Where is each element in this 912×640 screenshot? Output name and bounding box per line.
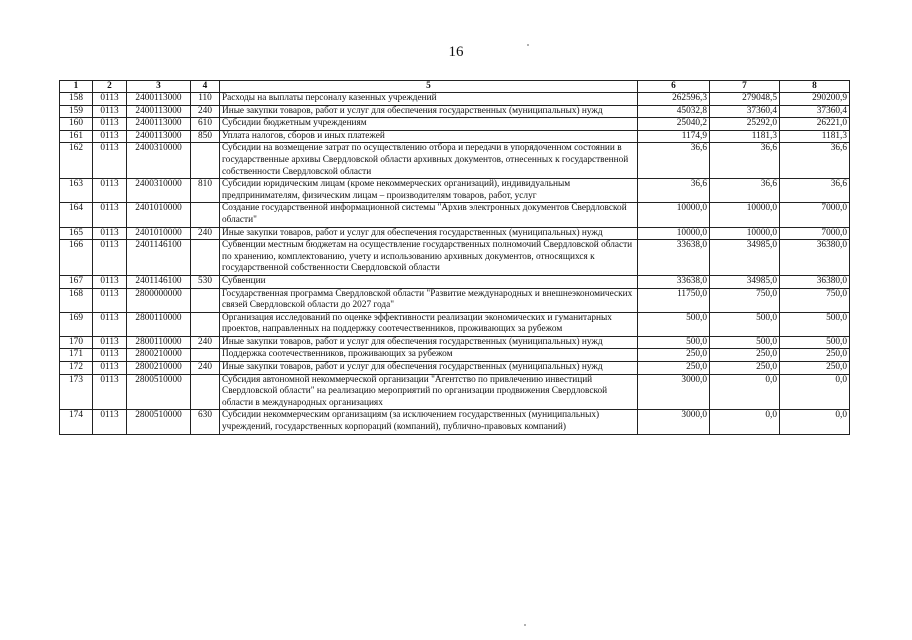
expense-type-code: 240 <box>191 362 220 375</box>
amount-col-8: 0,0 <box>780 374 850 410</box>
item-name: Субсидия автономной некоммерческой организации "Агентство по привлечению инвестиций Свердловской области" на реализацию мероприятий по организации продвижения Свердловской области в международных организациях <box>220 374 638 410</box>
target-article-code: 2400113000 <box>127 118 191 131</box>
row-number: 159 <box>60 105 93 118</box>
amount-col-6: 262596,3 <box>638 93 710 106</box>
amount-col-6: 1174,9 <box>638 130 710 143</box>
table-row <box>60 227 850 240</box>
amount-col-6: 500,0 <box>638 312 710 336</box>
item-name: Субвенции местным бюджетам на осуществление государственных полномочий Свердловской области по хранению, комплектованию, учету и использованию архивных документов, относящихся к государственной собственности Свердловской области <box>220 240 638 276</box>
table-header-row <box>60 81 850 93</box>
amount-col-6: 25040,2 <box>638 118 710 131</box>
table-row <box>60 118 850 131</box>
amount-col-6: 3000,0 <box>638 410 710 434</box>
item-name: Государственная программа Свердловской области "Развитие международных и внешнеэкономических связей Свердловской области до 2027 года" <box>220 288 638 312</box>
amount-col-8: 36380,0 <box>780 240 850 276</box>
table-row <box>60 362 850 375</box>
section-code: 0113 <box>93 275 127 288</box>
item-name: Субсидии бюджетным учреждениям <box>220 118 638 131</box>
amount-col-8: 500,0 <box>780 336 850 349</box>
section-code: 0113 <box>93 336 127 349</box>
row-number: 170 <box>60 336 93 349</box>
target-article-code: 2800510000 <box>127 410 191 434</box>
row-number: 165 <box>60 227 93 240</box>
header-col-7: 7 <box>710 81 780 93</box>
amount-col-7: 750,0 <box>710 288 780 312</box>
section-code: 0113 <box>93 374 127 410</box>
amount-col-8: 0,0 <box>780 410 850 434</box>
row-number: 161 <box>60 130 93 143</box>
expense-type-code <box>191 143 220 179</box>
header-col-1: 1 <box>60 81 93 93</box>
table-row <box>60 93 850 106</box>
expense-type-code <box>191 203 220 227</box>
target-article-code: 2800000000 <box>127 288 191 312</box>
amount-col-6: 11750,0 <box>638 288 710 312</box>
section-code: 0113 <box>93 240 127 276</box>
expense-type-code: 530 <box>191 275 220 288</box>
row-number: 162 <box>60 143 93 179</box>
expense-type-code: 110 <box>191 93 220 106</box>
amount-col-8: 250,0 <box>780 362 850 375</box>
amount-col-8: 290200,9 <box>780 93 850 106</box>
amount-col-7: 37360,4 <box>710 105 780 118</box>
expense-type-code <box>191 374 220 410</box>
item-name: Субвенции <box>220 275 638 288</box>
target-article-code: 2800210000 <box>127 362 191 375</box>
header-col-4: 4 <box>191 81 220 93</box>
table-row <box>60 203 850 227</box>
amount-col-7: 34985,0 <box>710 275 780 288</box>
row-number: 164 <box>60 203 93 227</box>
row-number: 167 <box>60 275 93 288</box>
target-article-code: 2400113000 <box>127 130 191 143</box>
amount-col-8: 26221,0 <box>780 118 850 131</box>
expense-type-code: 240 <box>191 336 220 349</box>
expense-type-code: 850 <box>191 130 220 143</box>
amount-col-6: 33638,0 <box>638 240 710 276</box>
amount-col-7: 250,0 <box>710 362 780 375</box>
target-article-code: 2401010000 <box>127 203 191 227</box>
target-article-code: 2800110000 <box>127 312 191 336</box>
amount-col-8: 36,6 <box>780 179 850 203</box>
header-col-5: 5 <box>220 81 638 93</box>
target-article-code: 2401146100 <box>127 275 191 288</box>
section-code: 0113 <box>93 143 127 179</box>
item-name: Организация исследований по оценке эффективности реализации экономических и гуманитарных проектов, направленных на поддержку соотечественников, проживающих за рубежом <box>220 312 638 336</box>
row-number: 174 <box>60 410 93 434</box>
section-code: 0113 <box>93 130 127 143</box>
item-name: Иные закупки товаров, работ и услуг для обеспечения государственных (муниципальных) нужд <box>220 336 638 349</box>
table-row <box>60 288 850 312</box>
amount-col-6: 45032,8 <box>638 105 710 118</box>
row-number: 172 <box>60 362 93 375</box>
amount-col-7: 25292,0 <box>710 118 780 131</box>
target-article-code: 2800110000 <box>127 336 191 349</box>
amount-col-6: 36,6 <box>638 179 710 203</box>
amount-col-8: 500,0 <box>780 312 850 336</box>
row-number: 166 <box>60 240 93 276</box>
amount-col-8: 1181,3 <box>780 130 850 143</box>
row-number: 171 <box>60 349 93 362</box>
expense-type-code: 810 <box>191 179 220 203</box>
section-code: 0113 <box>93 227 127 240</box>
section-code: 0113 <box>93 410 127 434</box>
expense-type-code: 630 <box>191 410 220 434</box>
expense-type-code: 610 <box>191 118 220 131</box>
amount-col-7: 1181,3 <box>710 130 780 143</box>
amount-col-7: 34985,0 <box>710 240 780 276</box>
expense-type-code <box>191 349 220 362</box>
row-number: 169 <box>60 312 93 336</box>
table-row <box>60 105 850 118</box>
amount-col-7: 500,0 <box>710 336 780 349</box>
amount-col-7: 0,0 <box>710 410 780 434</box>
amount-col-6: 36,6 <box>638 143 710 179</box>
section-code: 0113 <box>93 179 127 203</box>
amount-col-6: 3000,0 <box>638 374 710 410</box>
amount-col-7: 500,0 <box>710 312 780 336</box>
expense-type-code <box>191 312 220 336</box>
target-article-code: 2401146100 <box>127 240 191 276</box>
item-name: Иные закупки товаров, работ и услуг для обеспечения государственных (муниципальных) нужд <box>220 227 638 240</box>
header-col-3: 3 <box>127 81 191 93</box>
expense-type-code: 240 <box>191 227 220 240</box>
item-name: Расходы на выплаты персоналу казенных учреждений <box>220 93 638 106</box>
amount-col-6: 33638,0 <box>638 275 710 288</box>
amount-col-7: 279048,5 <box>710 93 780 106</box>
amount-col-6: 500,0 <box>638 336 710 349</box>
item-name: Создание государственной информационной системы "Архив электронных документов Свердловской области" <box>220 203 638 227</box>
row-number: 163 <box>60 179 93 203</box>
target-article-code: 2400113000 <box>127 105 191 118</box>
amount-col-8: 7000,0 <box>780 227 850 240</box>
table-row <box>60 349 850 362</box>
amount-col-7: 10000,0 <box>710 203 780 227</box>
amount-col-6: 250,0 <box>638 362 710 375</box>
row-number: 160 <box>60 118 93 131</box>
amount-col-8: 37360,4 <box>780 105 850 118</box>
header-col-6: 6 <box>638 81 710 93</box>
item-name: Субсидии на возмещение затрат по осуществлению отбора и передачи в упорядоченном состоянии в государственные архивы Свердловской области архивных документов, отнесенных к государственной собственности Свердловской области <box>220 143 638 179</box>
page-number: 16 <box>448 44 464 60</box>
row-number: 168 <box>60 288 93 312</box>
scan-speck <box>524 624 526 626</box>
amount-col-7: 250,0 <box>710 349 780 362</box>
target-article-code: 2800210000 <box>127 349 191 362</box>
amount-col-8: 36,6 <box>780 143 850 179</box>
amount-col-7: 36,6 <box>710 179 780 203</box>
table-row <box>60 130 850 143</box>
budget-table <box>59 80 850 435</box>
amount-col-6: 250,0 <box>638 349 710 362</box>
amount-col-8: 250,0 <box>780 349 850 362</box>
target-article-code: 2401010000 <box>127 227 191 240</box>
amount-col-7: 10000,0 <box>710 227 780 240</box>
amount-col-7: 36,6 <box>710 143 780 179</box>
expense-type-code: 240 <box>191 105 220 118</box>
amount-col-6: 10000,0 <box>638 203 710 227</box>
section-code: 0113 <box>93 288 127 312</box>
section-code: 0113 <box>93 203 127 227</box>
item-name: Субсидии некоммерческим организациям (за исключением государственных (муниципальных) учреждений, государственных корпораций (компаний), публично-правовых компаний) <box>220 410 638 434</box>
section-code: 0113 <box>93 312 127 336</box>
amount-col-7: 0,0 <box>710 374 780 410</box>
amount-col-6: 10000,0 <box>638 227 710 240</box>
target-article-code: 2800510000 <box>127 374 191 410</box>
expense-type-code <box>191 288 220 312</box>
item-name: Иные закупки товаров, работ и услуг для обеспечения государственных (муниципальных) нужд <box>220 105 638 118</box>
table-row <box>60 143 850 179</box>
section-code: 0113 <box>93 93 127 106</box>
expense-type-code <box>191 240 220 276</box>
amount-col-8: 7000,0 <box>780 203 850 227</box>
section-code: 0113 <box>93 105 127 118</box>
section-code: 0113 <box>93 349 127 362</box>
row-number: 173 <box>60 374 93 410</box>
table-row <box>60 275 850 288</box>
scan-speck <box>527 44 529 46</box>
table-row <box>60 374 850 410</box>
amount-col-8: 36380,0 <box>780 275 850 288</box>
item-name: Иные закупки товаров, работ и услуг для обеспечения государственных (муниципальных) нужд <box>220 362 638 375</box>
item-name: Поддержка соотечественников, проживающих за рубежом <box>220 349 638 362</box>
item-name: Субсидии юридическим лицам (кроме некоммерческих организаций), индивидуальным предпринимателям, физическим лицам – производителям товаров, работ, услуг <box>220 179 638 203</box>
table-row <box>60 240 850 276</box>
row-number: 158 <box>60 93 93 106</box>
amount-col-8: 750,0 <box>780 288 850 312</box>
target-article-code: 2400113000 <box>127 93 191 106</box>
section-code: 0113 <box>93 118 127 131</box>
table-row <box>60 179 850 203</box>
item-name: Уплата налогов, сборов и иных платежей <box>220 130 638 143</box>
target-article-code: 2400310000 <box>127 179 191 203</box>
table-row <box>60 410 850 434</box>
table-row <box>60 336 850 349</box>
header-col-8: 8 <box>780 81 850 93</box>
target-article-code: 2400310000 <box>127 143 191 179</box>
section-code: 0113 <box>93 362 127 375</box>
table-row <box>60 312 850 336</box>
header-col-2: 2 <box>93 81 127 93</box>
